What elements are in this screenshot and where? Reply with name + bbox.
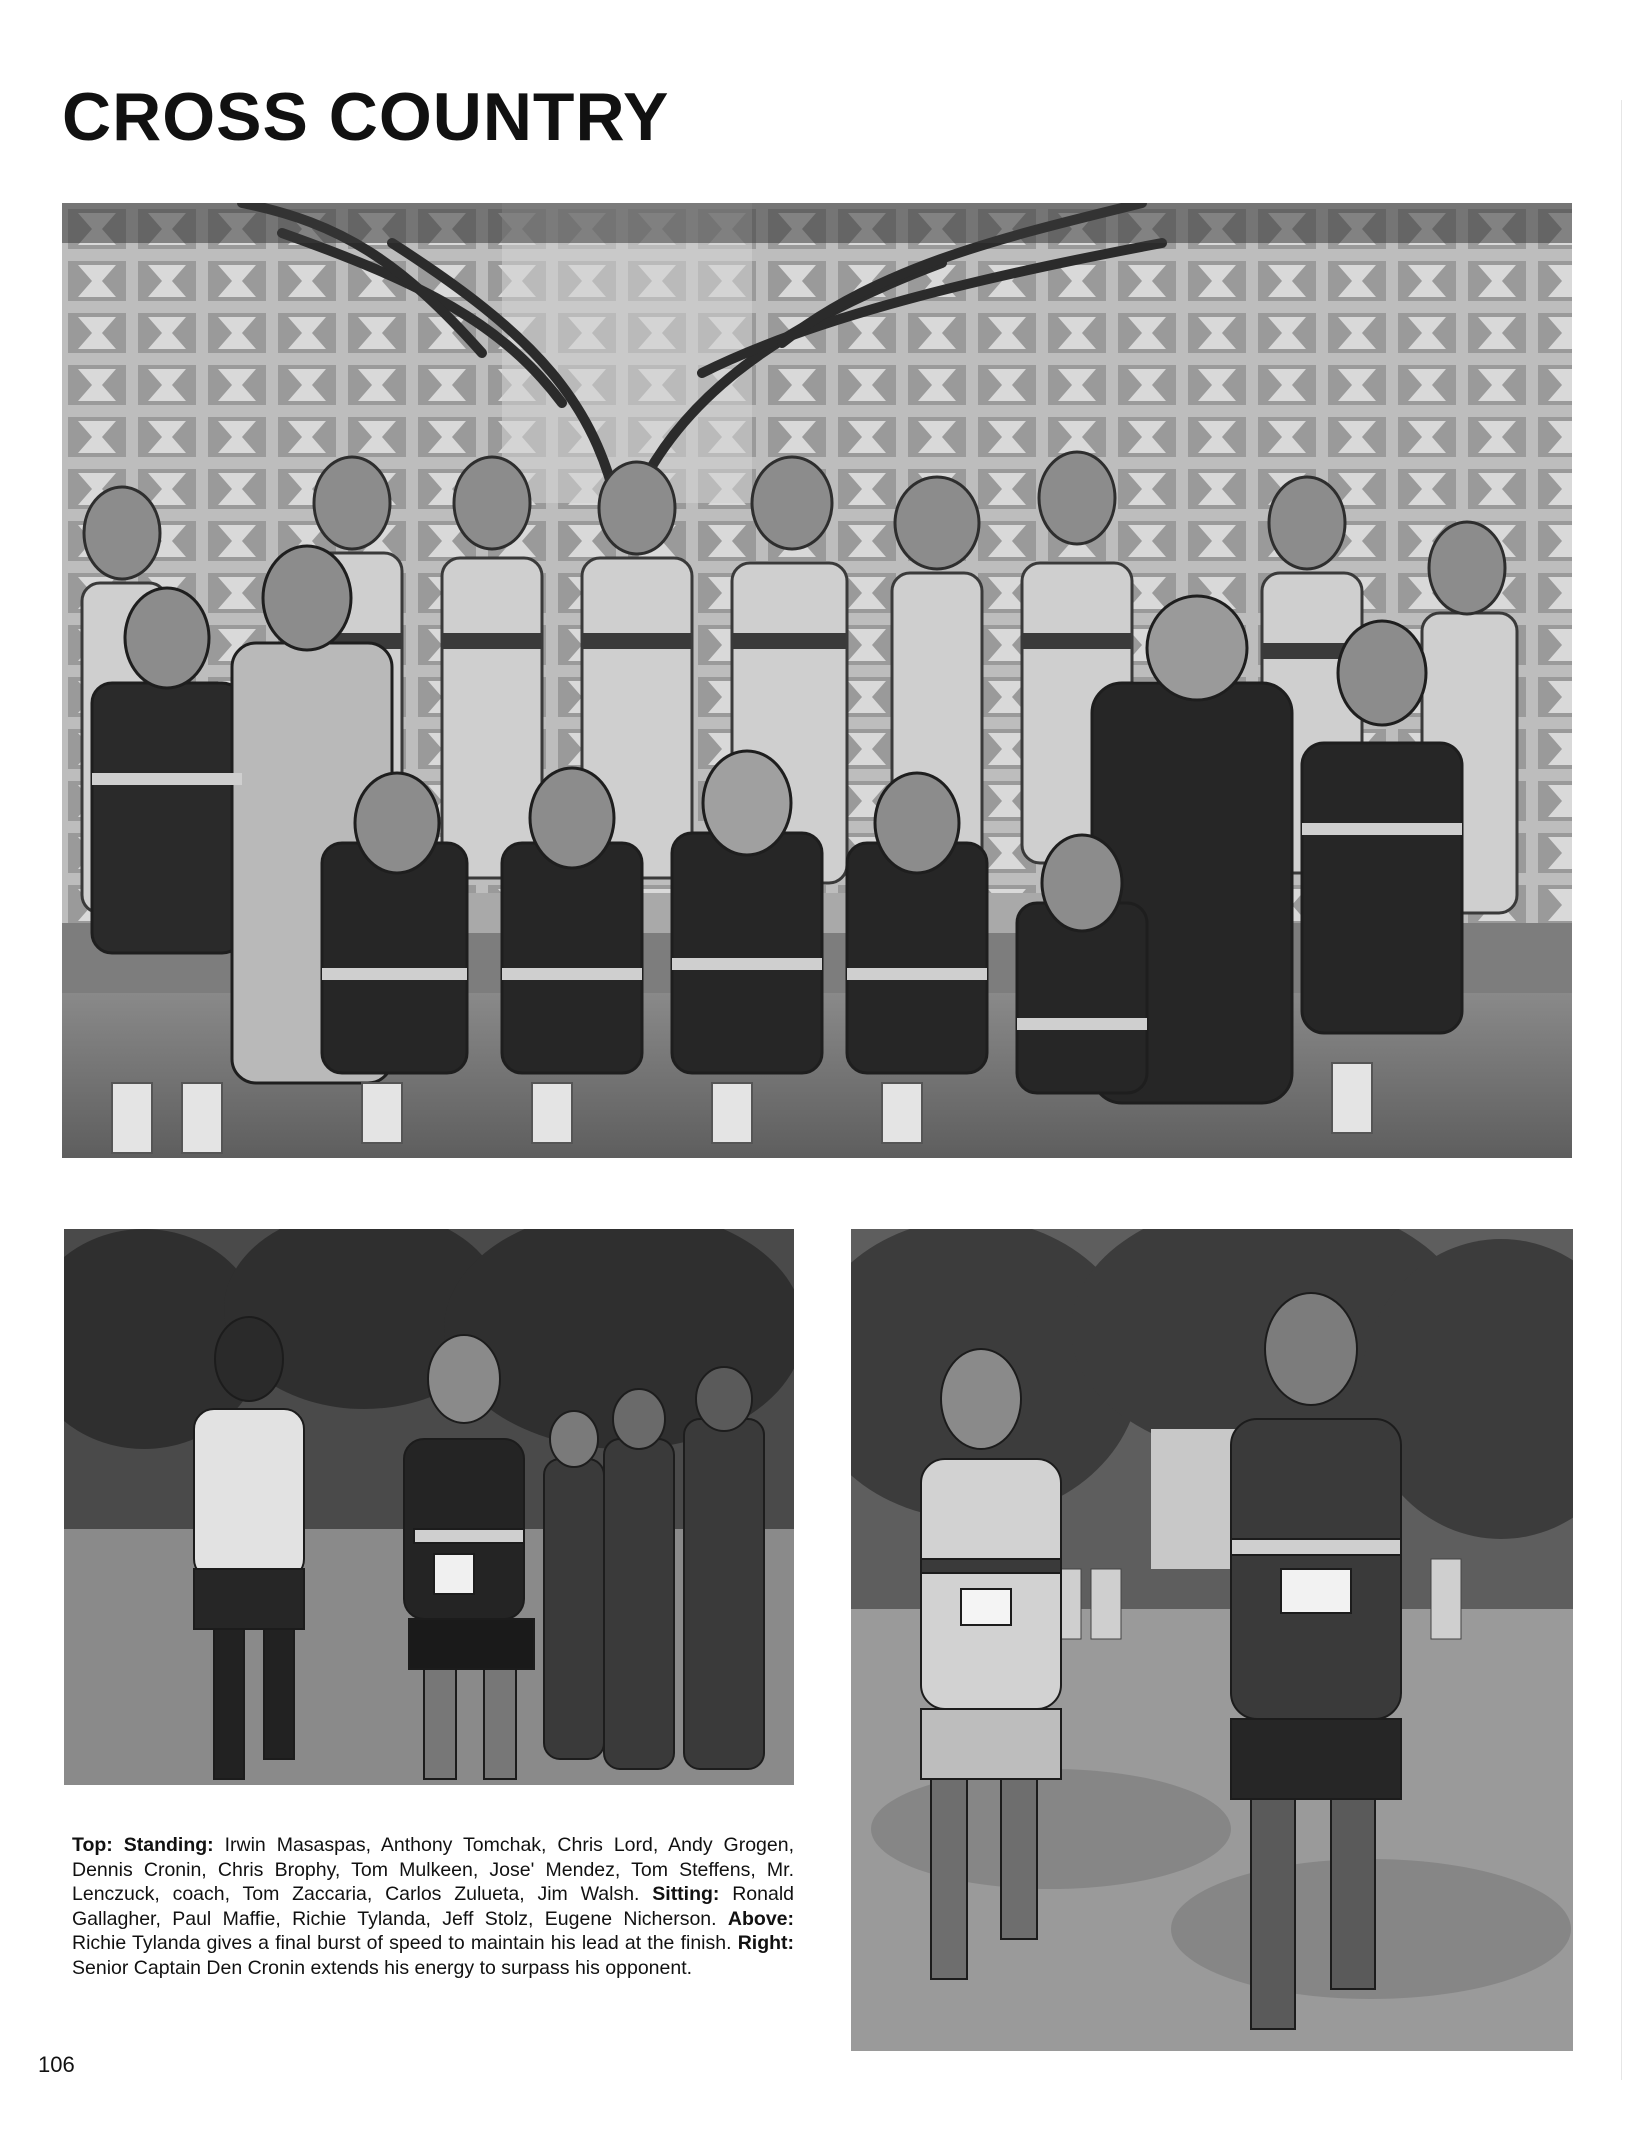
caption-right-text: Senior Captain Den Cronin extends his energy to surpass his opponent. bbox=[72, 1956, 693, 1979]
race-finish-illustration bbox=[64, 1229, 794, 1785]
race-finish-photo bbox=[64, 1229, 794, 1785]
page-title: CROSS COUNTRY bbox=[62, 79, 670, 155]
race-runners-photo bbox=[851, 1229, 1573, 2051]
caption-standing-names: Irwin Masaspas, Anthony Tomchak, Chris Lord, Andy Grogen, Dennis Cronin, Chris Brophy, Tom Mulkeen, Jose' Mendez, Tom Steffens, Mr. Lenczuck, coach, Tom Zaccaria, Carlos Zulueta, Jim Walsh. bbox=[72, 1834, 795, 1905]
team-group-photo bbox=[62, 203, 1572, 1158]
caption-standing-label: Standing: bbox=[123, 1834, 214, 1856]
caption-sitting-names: Ronald Gallagher, Paul Maffie, Richie Tylanda, Jeff Stolz, Eugene Nicherson. bbox=[72, 1883, 795, 1930]
caption-sitting-label: Sitting: bbox=[652, 1883, 720, 1905]
caption-top-label: Top: bbox=[72, 1834, 113, 1856]
page-edge-rule bbox=[1621, 100, 1622, 2080]
caption-above-label: Above: bbox=[727, 1907, 795, 1930]
team-photo-illustration bbox=[62, 203, 1572, 1158]
page-number: 106 bbox=[38, 2052, 75, 2077]
caption-right-label: Right: bbox=[737, 1932, 795, 1954]
photo-caption bbox=[72, 1833, 794, 1980]
race-runners-illustration bbox=[851, 1229, 1573, 2051]
caption-above-text: Richie Tylanda gives a final burst of speed to maintain his lead at the finish. bbox=[72, 1932, 732, 1954]
